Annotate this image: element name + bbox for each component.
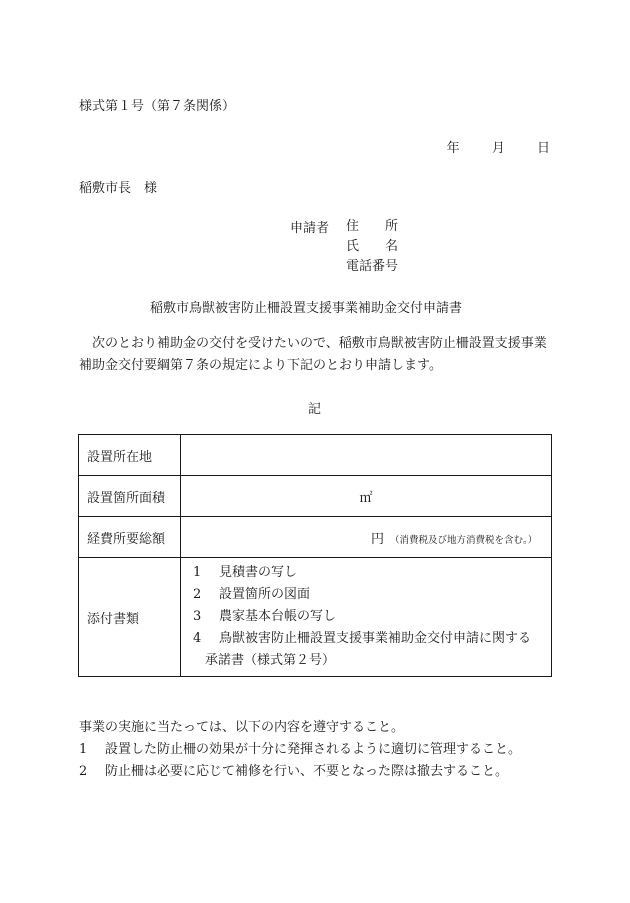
cost-label: 経費所要総額 bbox=[79, 517, 181, 558]
area-label: 設置箇所面積 bbox=[79, 476, 181, 517]
location-value[interactable] bbox=[181, 435, 552, 476]
date-year: 年 bbox=[446, 141, 460, 156]
notes-intro: 事業の実施に当たっては、以下の内容を遵守すること。 bbox=[79, 720, 405, 735]
applicant-fields bbox=[346, 217, 398, 277]
location-label: 設置所在地 bbox=[79, 435, 181, 476]
attachments-list bbox=[181, 558, 552, 677]
attachment-item: 2 設置箇所の図面 bbox=[193, 587, 311, 602]
area-unit: ㎡ bbox=[359, 490, 373, 506]
attachments-label: 添付書類 bbox=[79, 558, 181, 677]
notes bbox=[79, 717, 521, 783]
document-title: 稲敷市鳥獣被害防止柵設置支援事業補助金交付申請書 bbox=[150, 301, 463, 316]
attachment-item: 3 農家基本台帳の写し bbox=[193, 609, 337, 624]
application-table bbox=[78, 434, 552, 677]
area-value[interactable] bbox=[181, 476, 552, 517]
body-text: 次のとおり補助金の交付を受けたいので、稲敷市鳥獣被害防止柵設置支援事業補助金交付要綱第７条の規定により下記のとおり申請します。 bbox=[79, 336, 547, 373]
applicant-address-label: 住 所 bbox=[346, 219, 399, 234]
date-line bbox=[419, 137, 550, 156]
notes-item: 1 設置した防止柵の効果が十分に発揮されるように適切に管理すること。 bbox=[79, 742, 522, 757]
attachment-item: 1 見積書の写し bbox=[193, 565, 298, 580]
table-row-area bbox=[79, 476, 552, 517]
applicant-name-label: 氏 名 bbox=[346, 239, 399, 254]
applicant-phone-label: 電話番号 bbox=[346, 259, 399, 274]
applicant-label: 申請者 bbox=[290, 221, 330, 236]
cost-unit: 円 bbox=[371, 531, 385, 547]
date-month: 月 bbox=[491, 141, 505, 156]
attachment-item: 4 鳥獣被害防止柵設置支援事業補助金交付申請に関する bbox=[193, 631, 532, 646]
table-row-cost bbox=[79, 517, 552, 558]
table-row-location bbox=[79, 435, 552, 476]
ki-marker: 記 bbox=[308, 402, 322, 417]
notes-item: 2 防止柵は必要に応じて補修を行い、不要となった際は撤去すること。 bbox=[79, 764, 509, 779]
form-number: 様式第１号（第７条関係） bbox=[79, 99, 236, 114]
table-row-attachments bbox=[79, 558, 552, 677]
cost-value[interactable] bbox=[181, 517, 552, 558]
addressee: 稲敷市長 様 bbox=[79, 181, 158, 196]
date-day: 日 bbox=[536, 141, 550, 156]
attachment-item-continuation: 承諾書（様式第２号） bbox=[205, 653, 336, 668]
cost-note: （消費税及び地方消費税を含む。） bbox=[390, 534, 538, 546]
